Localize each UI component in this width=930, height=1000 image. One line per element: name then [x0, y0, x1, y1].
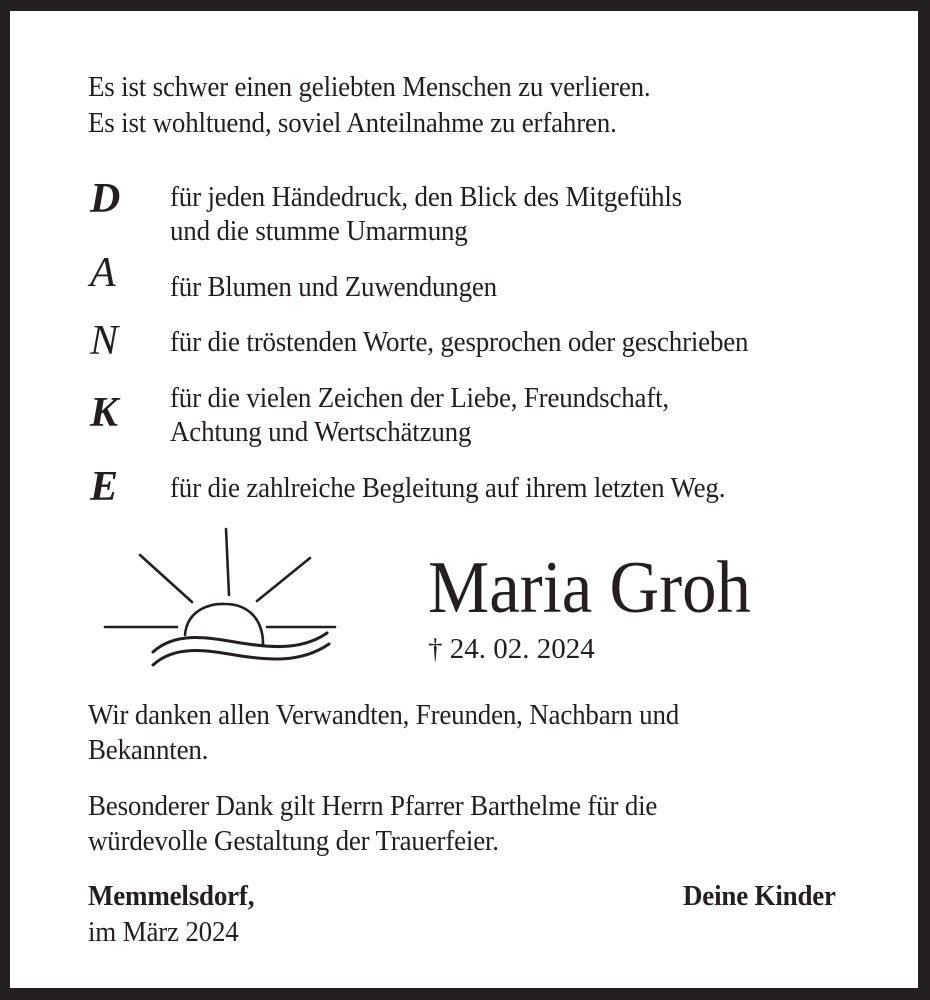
death-date: 24. 02. 2024	[449, 633, 595, 665]
sunset-over-water-icon	[95, 520, 345, 670]
footer-place: Memmelsdorf,	[88, 880, 255, 912]
intro-line-1: Es ist schwer einen geliebten Menschen zu verlieren.	[88, 71, 651, 103]
danke-text-d-1: für jeden Händedruck, den Blick des Mitgefühls	[170, 181, 682, 213]
danke-letter-d: D	[90, 176, 121, 222]
thanks-paragraph-1-line-1: Wir danken allen Verwandten, Freunden, Nachbarn und	[88, 699, 680, 731]
danke-text-k-1: für die vielen Zeichen der Liebe, Freundschaft,	[170, 382, 669, 414]
danke-text-d-2: und die stumme Umarmung	[170, 215, 468, 247]
danke-text-a: für Blumen und Zuwendungen	[170, 271, 497, 303]
danke-letter-e: E	[90, 464, 119, 510]
danke-letter-n: N	[90, 318, 119, 364]
footer-date: im März 2024	[88, 916, 239, 948]
intro-line-2: Es ist wohltuend, soviel Anteilnahme zu erfahren.	[88, 107, 617, 139]
danke-letter-k: K	[90, 390, 119, 436]
thanks-paragraph-2-line-1: Besonderer Dank gilt Herrn Pfarrer Barthelme für die	[88, 790, 658, 822]
danke-text-e: für die zahlreiche Begleitung auf ihrem letzten Weg.	[170, 472, 726, 504]
danke-text-n: für die tröstenden Worte, gesprochen oder geschrieben	[170, 326, 749, 358]
thanks-paragraph-1-line-2: Bekannten.	[88, 734, 209, 766]
danke-letter-a: A	[90, 250, 116, 296]
deceased-name: Maria Groh	[428, 547, 751, 629]
danke-text-k-2: Achtung und Wertschätzung	[170, 416, 472, 448]
footer-signature: Deine Kinder	[683, 880, 836, 912]
death-date-line	[428, 632, 595, 666]
cross-icon: †	[428, 633, 443, 665]
thanks-paragraph-2-line-2: würdevolle Gestaltung der Trauerfeier.	[88, 825, 499, 857]
